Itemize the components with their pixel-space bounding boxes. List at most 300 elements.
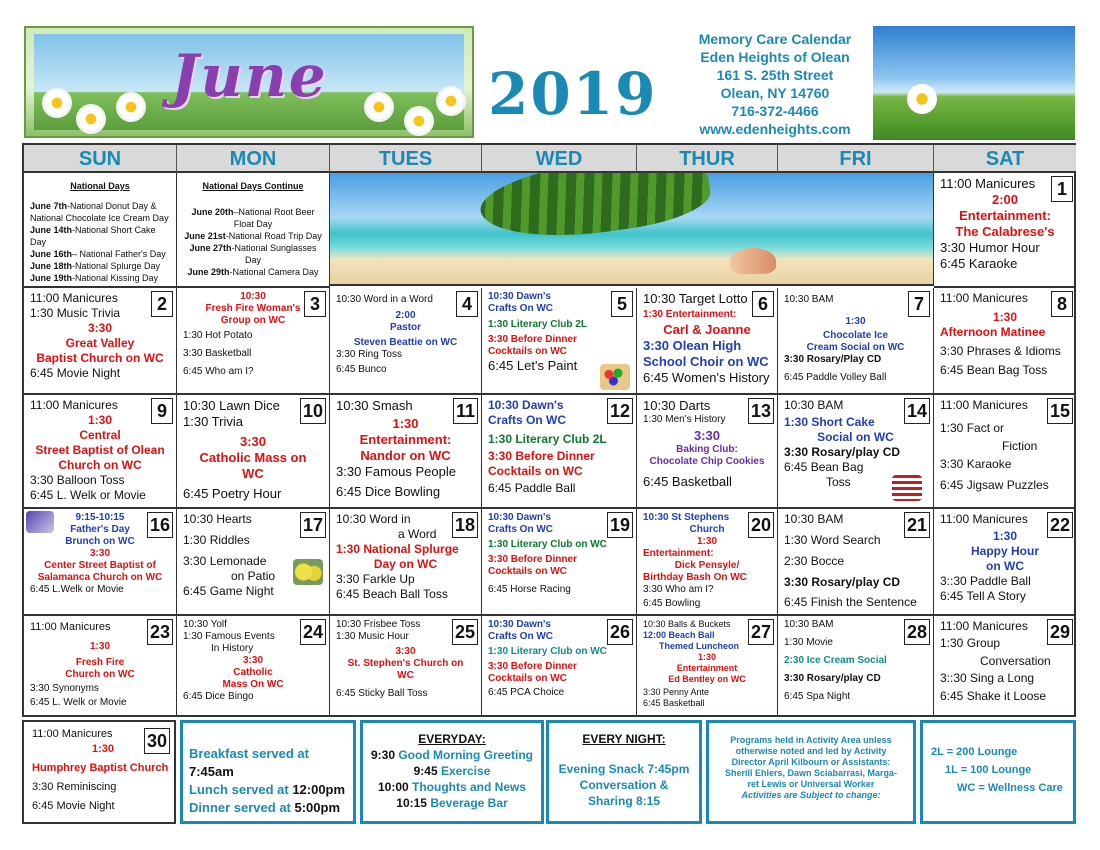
day-cell-14[interactable] (778, 395, 934, 509)
activity-line: 1:30 Entertainment: (643, 309, 737, 320)
day-cell-24[interactable] (177, 616, 330, 717)
text-line: June 27th (189, 243, 232, 253)
change-notice: Activities are Subject to change: (741, 790, 881, 800)
activity-line: 1:30 (845, 316, 866, 327)
city: Olean, NY 14760 (720, 85, 830, 101)
text-line: June 21st (184, 231, 226, 241)
activity-line: 3:30 Before Dinner (488, 661, 577, 672)
activity-line: 9:45 (413, 764, 441, 778)
activity-line: 12:00 Beach Ball (643, 630, 715, 640)
activity-line: Chocolate Ice (822, 330, 889, 341)
activity-line: Birthday Bash On WC (643, 572, 747, 583)
activity-line: 6:45 Horse Racing (488, 584, 571, 595)
list-item (369, 747, 535, 763)
text-line: Programs held in Activity Area unless (730, 735, 892, 745)
activity-line: 3:30 Olean High (643, 338, 742, 353)
paint-palette-icon (600, 364, 630, 390)
activity-line: 1:30 (992, 310, 1018, 324)
facility-address (680, 30, 870, 138)
activity-line: 3:30 Before Dinner (488, 334, 577, 345)
day-number: 20 (748, 512, 774, 538)
text-line: June 16th (30, 249, 73, 259)
activity-line: Chocolate Chip Cookies (649, 456, 765, 467)
activity-line: 10:30 Dawn's (488, 512, 551, 523)
day-cell-20[interactable] (637, 509, 778, 616)
text-line: -National Splurge Day (72, 261, 161, 271)
activity-line: 11:00 Manicures (940, 619, 1028, 633)
day-cell-30[interactable] (22, 720, 176, 824)
day-cell-28[interactable] (778, 616, 934, 717)
activity-line: 3:30 (693, 428, 721, 443)
banner-month: June (171, 42, 328, 110)
activity-line: 3:30 Basketball (183, 348, 252, 359)
day-cell-9[interactable] (24, 395, 177, 509)
activity-line: 6:45 Poetry Hour (183, 486, 282, 501)
lemon-icon (293, 559, 323, 585)
activity-line: 1:30 Trivia (183, 414, 243, 429)
day-number: 12 (607, 398, 633, 424)
activity-line: Nandor on WC (360, 448, 451, 463)
activity-line: Conversation (980, 654, 1051, 668)
activity-line: 1:30 Literary Club 2L (488, 319, 587, 330)
day-number: 16 (147, 512, 173, 538)
activity-line: Entertainment (676, 663, 738, 673)
list-item (183, 242, 323, 266)
list-item (30, 212, 170, 224)
daisy-icon (366, 94, 392, 120)
list-item (30, 260, 170, 272)
activity-line: Good Morning Greeting (398, 748, 533, 762)
activity-line: Steven Beattie on WC (353, 337, 458, 348)
day-cell-1[interactable] (934, 173, 1076, 288)
activity-line: 1:30 Literary Club 2L (488, 432, 607, 446)
day-header-fri: FRI (778, 145, 934, 173)
day-number: 30 (144, 728, 170, 754)
activity-line: 2:30 Ice Cream Social (784, 655, 887, 666)
day-header-tues: TUES (330, 145, 482, 173)
list-item (183, 266, 323, 278)
activity-line: 10:30 Dawn's (488, 291, 551, 302)
list-item: Evening Snack 7:45pm (558, 762, 690, 776)
calendar-title: Memory Care Calendar (698, 31, 852, 47)
day-number: 29 (1047, 619, 1073, 645)
meadow-photo (873, 26, 1075, 140)
day-cell-5[interactable] (482, 288, 637, 395)
day-cell-22[interactable] (934, 509, 1076, 616)
every-night-schedule (546, 720, 702, 824)
activity-line: Crafts On WC (488, 524, 553, 535)
day-number: 21 (904, 512, 930, 538)
activity-line: 10:30 St Stephens (643, 512, 730, 523)
list-item (369, 779, 535, 795)
activity-line: 10:30 Word in (336, 512, 411, 526)
activity-line: 3:30 Synonyms (30, 683, 99, 694)
activity-line: 3:30 (395, 646, 416, 657)
seashell-icon (730, 248, 776, 274)
activity-line: 1:30 (392, 416, 419, 431)
activity-line: Dick Pensyle/ (674, 560, 740, 571)
text-line: Sherill Ehlers, Dawn Sciabarrasi, Marga- (724, 768, 898, 778)
activity-line: 6:45 Paddle Volley Ball (784, 372, 887, 383)
activity-line: Entertainment: (643, 548, 714, 559)
day-cell-25[interactable] (330, 616, 482, 717)
activity-line: 6:45 Dice Bowling (336, 484, 441, 499)
activity-line: 3:30 Penny Ante (643, 687, 710, 697)
activity-line: 11:00 Manicures (940, 291, 1028, 305)
activity-line: 11:00 Manicures (30, 621, 111, 633)
text-line: June 29th (187, 267, 230, 277)
activity-line: Entertainment: (359, 432, 452, 447)
day-cell-15[interactable] (934, 395, 1076, 509)
activity-line: 6:45 Jigsaw Puzzles (940, 478, 1049, 492)
activity-line: 10:30 (240, 291, 266, 302)
activity-line: Happy Hour (970, 544, 1039, 558)
day-cell-2[interactable] (24, 288, 177, 395)
activity-line: 10:30 Dawn's (488, 619, 551, 630)
national-days-cell (24, 173, 177, 288)
activity-line: WC (242, 466, 264, 481)
day-cell-17[interactable] (177, 509, 330, 616)
activity-line: 3:30 Rosary/play CD (784, 673, 881, 684)
activity-line: Exercise (440, 764, 491, 778)
daisy-icon (118, 94, 144, 120)
activity-line: Carl & Joanne (663, 322, 751, 337)
text-line: June 20th (191, 207, 234, 217)
day-number: 8 (1051, 291, 1073, 317)
day-number: 19 (607, 512, 633, 538)
day-number: 9 (151, 398, 173, 424)
day-number: 17 (300, 512, 326, 538)
activity-line: Dinner served at (189, 800, 295, 815)
activity-line: 3::30 Paddle Ball (940, 574, 1031, 588)
list-item (183, 230, 323, 242)
activity-line: 1:30 Literary Club on WC (488, 646, 607, 657)
day-header-mon: MON (177, 145, 330, 173)
national-days-title: National Days (70, 181, 130, 191)
activity-line: Crafts On WC (488, 303, 553, 314)
activity-line: 3:30 Ring Toss (336, 349, 402, 360)
street: 161 S. 25th Street (716, 67, 834, 83)
day-number: 24 (300, 619, 326, 645)
activity-line: Fiction (1002, 439, 1038, 453)
activity-line: 6:45 Basketball (643, 698, 705, 708)
day-cell-13[interactable] (637, 395, 778, 509)
activity-line: 10:30 Lawn Dice (183, 398, 280, 413)
activity-line: 1:30 (696, 536, 717, 547)
location-legend (920, 720, 1076, 824)
activity-line: 1:30 Literary Club on WC (488, 539, 607, 550)
activity-line: 1:30 Short Cake (784, 415, 875, 429)
activity-line: Street Baptist of Olean (35, 443, 165, 457)
fathers-day-icon (26, 511, 54, 533)
activity-line: 6:45 Bean Bag (784, 460, 864, 474)
activity-line: 10:30 Hearts (183, 512, 252, 526)
activity-line: Baking Club: (676, 444, 738, 455)
text-line: -National Camera Day (229, 267, 319, 277)
list-item (189, 781, 347, 799)
text-line: -National Sunglasses Day (231, 243, 317, 265)
activity-line: 3::30 Sing a Long (940, 671, 1035, 685)
list-item (30, 272, 170, 284)
activity-line: on WC (986, 559, 1024, 573)
day-cell-4[interactable] (330, 288, 482, 395)
day-number: 5 (611, 291, 633, 317)
activity-line: Cream Social on WC (806, 342, 905, 353)
list-item: 2L = 200 Lounge (931, 746, 1018, 758)
text-line: June 14th (30, 225, 73, 235)
activity-line: 2:00 (395, 310, 416, 321)
activity-line: Crafts On WC (488, 631, 553, 642)
day-cell-8[interactable] (934, 288, 1076, 395)
list-item (183, 206, 323, 230)
day-cell-18[interactable] (330, 509, 482, 616)
palm-leaves-icon (476, 173, 714, 249)
activity-line: Center Street Baptist of (44, 560, 156, 571)
day-cell-19[interactable] (482, 509, 637, 616)
activity-line: Baptist Church on WC (36, 351, 164, 365)
activity-line: 10:30 BAM (784, 294, 834, 305)
text-line: –National Root Beer Float Day (233, 207, 315, 229)
day-cell-16[interactable] (24, 509, 177, 616)
activity-line: 3:30 Before Dinner (488, 449, 595, 463)
text-line: June 7th (30, 201, 68, 211)
activity-line: 3:30 Farkle Up (336, 572, 415, 586)
activity-line: 10:30 Balls & Buckets (643, 619, 731, 629)
activity-line: 1:30 Fact or (940, 421, 1005, 435)
activity-line: 10:30 Dawn's (488, 398, 564, 412)
national-days-continue-title: National Days Continue (202, 181, 304, 191)
activity-line: Toss (826, 475, 851, 489)
day-number: 11 (453, 398, 478, 424)
text-line: -National Kissing Day (72, 273, 159, 283)
activity-line: WC (397, 670, 414, 681)
activity-line: 1:30 (697, 652, 716, 662)
june-banner (24, 26, 474, 138)
activity-line: 10:00 (377, 780, 413, 794)
activity-line: Crafts On WC (488, 413, 566, 427)
text-line: June 18th (30, 261, 73, 271)
day-cell-6[interactable] (637, 288, 778, 395)
list-item: Sharing 8:15 (587, 794, 661, 808)
day-number: 7 (908, 291, 930, 317)
day-number: 15 (1047, 398, 1073, 424)
activity-line: Humphrey Baptist Church (32, 762, 169, 774)
activity-line: 11:00 Manicures (30, 398, 118, 412)
day-cell-7[interactable] (778, 288, 934, 395)
activity-line: 6:45 Dice Bingo (183, 691, 254, 702)
activity-line: 3:30 (242, 655, 263, 666)
day-header-thur: THUR (637, 145, 778, 173)
activity-line: 1:30 (89, 641, 110, 652)
activity-line: Church (689, 524, 725, 535)
activity-line: 6:45 Bowling (643, 598, 701, 609)
activity-line: 12:00pm (292, 782, 346, 797)
national-days-continue-cell (177, 173, 330, 288)
day-cell-26[interactable] (482, 616, 637, 717)
list-item (369, 763, 535, 779)
activity-line: 6:45 PCA Choice (488, 687, 565, 698)
day-cell-10[interactable] (177, 395, 330, 509)
calendar-grid (22, 143, 1076, 717)
activity-line: 3:30 Karaoke (940, 457, 1012, 471)
activity-line: 9:30 (370, 748, 399, 762)
activity-line: on Patio (231, 569, 276, 583)
daisy-icon (78, 106, 104, 132)
activity-line: 6:45 Finish the Sentence (784, 595, 917, 609)
activity-line: 6:45 Spa Night (784, 691, 851, 702)
activity-line: 6:45 Karaoke (940, 256, 1018, 271)
activity-line: 2:00 (991, 192, 1019, 207)
day-cell-27[interactable] (637, 616, 778, 717)
activity-line: 6:45 Beach Ball Toss (336, 587, 448, 601)
activity-line: 3:30 Who am I? (643, 584, 714, 595)
day-number: 25 (452, 619, 478, 645)
activity-line: 6:45 Shake it Loose (940, 689, 1047, 703)
day-cell-12[interactable] (482, 395, 637, 509)
text-line: – National Father's Day (72, 249, 166, 259)
national-days-list (183, 206, 323, 278)
activity-line: School Choir on WC (643, 354, 769, 369)
meal-times (180, 720, 356, 824)
activity-line: 6:45 Tell A Story (940, 589, 1026, 603)
activity-line: Fresh Fire (75, 657, 125, 668)
activity-line: 1:30 Famous Events (183, 631, 275, 642)
activity-line: 1:30 (992, 529, 1018, 543)
activity-line: 3:30 Rosary/play CD (784, 445, 901, 459)
activity-line: Church on WC (58, 458, 142, 472)
activity-line: 6:45 Who am I? (183, 366, 254, 377)
day-number: 22 (1047, 512, 1073, 538)
activity-line: Entertainment: (959, 208, 1051, 223)
activity-line: Day on WC (373, 557, 438, 571)
daisy-icon (438, 88, 464, 114)
activity-line: Social on WC (817, 430, 894, 444)
text-line: -National Donut Day & (67, 201, 157, 211)
activity-line: 3:30 (239, 434, 267, 449)
day-cell-11[interactable] (330, 395, 482, 509)
daisy-icon (406, 108, 432, 134)
facility-name: Eden Heights of Olean (700, 49, 850, 65)
day-header-sun: SUN (24, 145, 177, 173)
activity-line: 6:45 Paddle Ball (488, 481, 576, 495)
calendar-year: 2019 (488, 60, 658, 128)
activity-line: 3:30 Rosary/Play CD (784, 354, 882, 365)
day-number: 23 (147, 619, 173, 645)
list-item (30, 200, 170, 212)
activity-line: Cocktails on WC (488, 673, 567, 684)
activity-line: Ed Bentley on WC (668, 674, 746, 684)
activity-line: 3:30 Famous People (336, 464, 456, 479)
activity-line: a Word (398, 527, 437, 541)
day-cell-21[interactable] (778, 509, 934, 616)
activity-line: 6:45 Sticky Ball Toss (336, 688, 428, 699)
activity-line: 11:00 Manicures (32, 728, 113, 740)
activity-line: 3:30 (87, 321, 113, 335)
day-cell-23[interactable] (24, 616, 177, 717)
day-header-wed: WED (482, 145, 637, 173)
activity-line: 10:30 Word in a Word (336, 294, 433, 305)
activity-line: 5:00pm (294, 800, 341, 815)
day-number: 26 (607, 619, 633, 645)
activity-line: 1:30 (87, 413, 113, 427)
activity-line: Church on WC (65, 669, 135, 680)
activity-line: 11:00 Manicures (30, 291, 118, 305)
activity-line: 3:30 Lemonade (183, 554, 267, 568)
text-line: National Chocolate Ice Cream Day (30, 213, 169, 223)
day-cell-29[interactable] (934, 616, 1076, 717)
activity-line: 11:00 Manicures (940, 512, 1028, 526)
activity-line: Catholic (233, 667, 273, 678)
activity-line: 3:30 Before Dinner (488, 554, 577, 565)
activity-line: 10:30 BAM (784, 398, 844, 412)
activity-line: 1:30 Men's History (643, 414, 726, 425)
activity-line: Father's Day (70, 524, 130, 535)
text-line: June 19th (30, 273, 73, 283)
list-item (30, 224, 170, 248)
list-item: WC = Wellness Care (957, 782, 1063, 794)
activity-line: Thoughts and News (412, 780, 527, 794)
activity-line: 6:45 Bean Bag Toss (940, 363, 1048, 377)
activity-line: Central (79, 428, 121, 442)
activity-line: 1:30 Movie (784, 637, 833, 648)
list-item (30, 248, 170, 260)
activity-line: Fresh Fire Woman's (205, 303, 301, 314)
activity-line: Themed Luncheon (659, 641, 740, 651)
day-header-sat: SAT (934, 145, 1076, 173)
activity-line: 1:30 Music Trivia (30, 306, 121, 320)
activity-line: 11:00 Manicures (940, 176, 1036, 191)
day-number: 4 (456, 291, 478, 317)
activity-line: 6:45 L. Welk or Movie (30, 697, 127, 708)
phone: 716-372-4466 (731, 103, 819, 119)
text-line: otherwise noted and led by Activity (735, 746, 887, 756)
daisy-icon (907, 84, 937, 114)
activity-line: Pastor (389, 322, 422, 333)
activity-line: 6:45 Let's Paint (488, 358, 578, 373)
activity-line: 6:45 Movie Night (30, 366, 121, 380)
activity-line: 3:30 Phrases & Idioms (940, 344, 1061, 358)
day-number: 27 (748, 619, 774, 645)
activity-line: 10:30 Darts (643, 398, 711, 413)
day-number: 2 (151, 291, 173, 317)
flag-icon (892, 475, 922, 501)
website-link[interactable]: www.edenheights.com (699, 121, 851, 137)
activity-line: Great Valley (65, 336, 135, 350)
activity-line: 2:30 Bocce (784, 554, 845, 568)
list-item (189, 745, 347, 781)
activity-line: 3:30 Balloon Toss (30, 473, 125, 487)
beach-image (330, 173, 934, 286)
activity-line: The Calabrese's (955, 224, 1055, 239)
activity-line: 6:45 Movie Night (32, 800, 115, 812)
day-cell-3[interactable] (177, 288, 330, 395)
activity-line: 10:30 BAM (784, 619, 834, 630)
text-line: Director April Kilbourn or Assistants: (731, 757, 891, 767)
activity-line: 6:45 L.Welk or Movie (30, 584, 124, 595)
activity-line: 3:30 Reminiscing (32, 781, 117, 793)
every-night-title: EVERY NIGHT: (582, 732, 666, 746)
activity-line: 1:30 Group (940, 636, 1001, 650)
activity-line: Cocktails on WC (488, 346, 567, 357)
day-number: 13 (748, 398, 774, 424)
activity-line: Brunch on WC (65, 536, 135, 547)
activity-line: 10:30 Frisbee Toss (336, 619, 421, 630)
day-number: 3 (304, 291, 326, 317)
day-number: 1 (1051, 176, 1073, 202)
activity-line: 10:15 (396, 796, 431, 810)
list-item: Conversation & (579, 778, 669, 792)
activity-line: Salamanca Church on WC (37, 572, 163, 583)
